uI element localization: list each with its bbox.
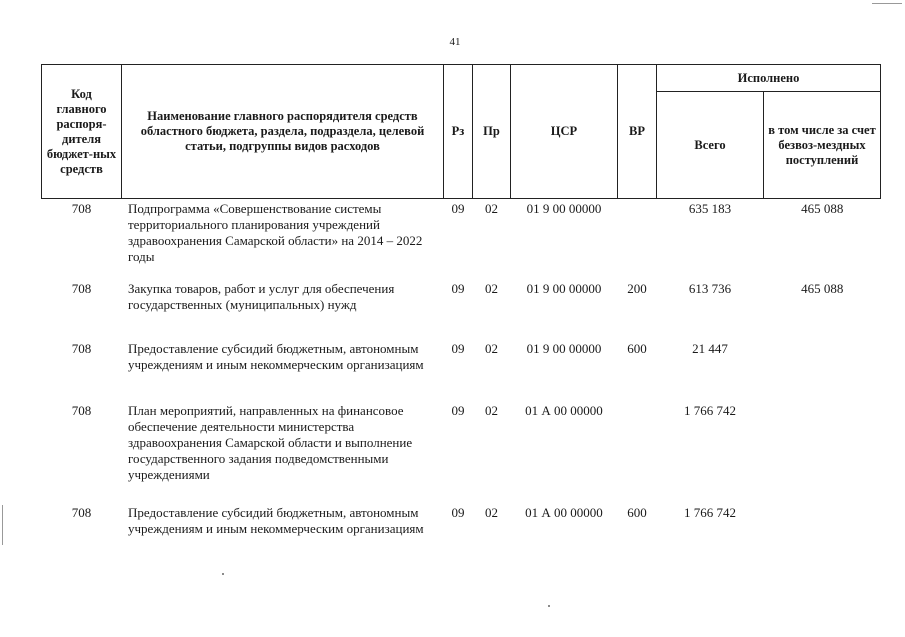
table-header <box>42 65 881 199</box>
table-row <box>42 199 881 280</box>
cell-vr <box>618 401 657 503</box>
header-csr: ЦСР <box>511 65 618 199</box>
cell-free <box>764 401 881 503</box>
header-rz: Рз <box>444 65 473 199</box>
cell-name: План мероприятий, направленных на финансовое обеспечение деятельности министерства здравоохранения Самарской области и выполнение государственного задания подведомственными учреждениями <box>128 403 413 482</box>
cell-name: Подпрограмма «Совершенствование системы территориального планирования учреждений здравоохранения Самарской области» на 2014 – 2022 годы <box>128 201 423 264</box>
scan-artifact <box>2 505 3 545</box>
cell-csr: 01 9 00 00000 <box>526 341 602 356</box>
cell-total: 1 766 742 <box>684 505 736 520</box>
header-vr: ВР <box>618 65 657 199</box>
cell-name: Предоставление субсидий бюджетным, автономным учреждениям и иным некоммерческим организациям <box>128 341 424 372</box>
cell-code: 708 <box>71 403 92 418</box>
cell-pr: 02 <box>485 281 498 296</box>
cell-csr: 01 А 00 00000 <box>525 505 603 520</box>
cell-code: 708 <box>71 281 92 296</box>
budget-table <box>41 64 881 555</box>
page-number: 41 <box>449 36 461 48</box>
table-row <box>42 339 881 401</box>
cell-total: 21 447 <box>692 341 728 356</box>
table-row <box>42 401 881 503</box>
cell-rz: 09 <box>451 201 465 216</box>
header-name: Наименование главного распорядителя средств областного бюджета, раздела, подраздела, целевой статьи, подгруппы видов расходов <box>122 65 444 199</box>
cell-total: 635 183 <box>688 201 732 216</box>
cell-rz: 09 <box>451 505 465 520</box>
cell-name: Закупка товаров, работ и услуг для обеспечения государственных (муниципальных) нужд <box>128 281 395 312</box>
cell-name: Предоставление субсидий бюджетным, автономным учреждениям и иным некоммерческим организациям <box>128 505 424 536</box>
header-total: Всего <box>657 92 764 199</box>
scan-artifact <box>872 3 902 4</box>
cell-vr: 200 <box>627 281 647 296</box>
header-free: в том числе за счет безвоз-мездных поступлений <box>764 92 881 199</box>
cell-free <box>764 503 881 555</box>
cell-csr: 01 А 00 00000 <box>525 403 603 418</box>
cell-total: 1 766 742 <box>684 403 736 418</box>
cell-rz: 09 <box>451 281 465 296</box>
cell-code: 708 <box>71 341 92 356</box>
header-pr: Пр <box>473 65 511 199</box>
cell-pr: 02 <box>485 201 498 216</box>
cell-pr: 02 <box>485 403 498 418</box>
cell-rz: 09 <box>451 341 465 356</box>
table-row <box>42 279 881 339</box>
cell-rz: 09 <box>451 403 465 418</box>
table-body <box>42 199 881 556</box>
header-executed: Исполнено <box>657 65 881 92</box>
cell-csr: 01 9 00 00000 <box>526 201 602 216</box>
scan-artifact <box>548 605 550 607</box>
cell-vr: 600 <box>627 341 647 356</box>
cell-pr: 02 <box>485 505 498 520</box>
cell-code: 708 <box>71 201 92 216</box>
cell-pr: 02 <box>485 341 498 356</box>
cell-csr: 01 9 00 00000 <box>526 281 602 296</box>
cell-vr: 600 <box>627 505 647 520</box>
scan-artifact <box>222 573 224 575</box>
cell-vr <box>618 199 657 280</box>
cell-free: 465 088 <box>801 281 844 296</box>
cell-code: 708 <box>71 505 92 520</box>
cell-free <box>764 339 881 401</box>
table-row <box>42 503 881 555</box>
cell-total: 613 736 <box>688 281 732 296</box>
cell-free: 465 088 <box>801 201 844 216</box>
header-code: Код главного распоря-дителя бюджет-ных средств <box>42 65 122 199</box>
